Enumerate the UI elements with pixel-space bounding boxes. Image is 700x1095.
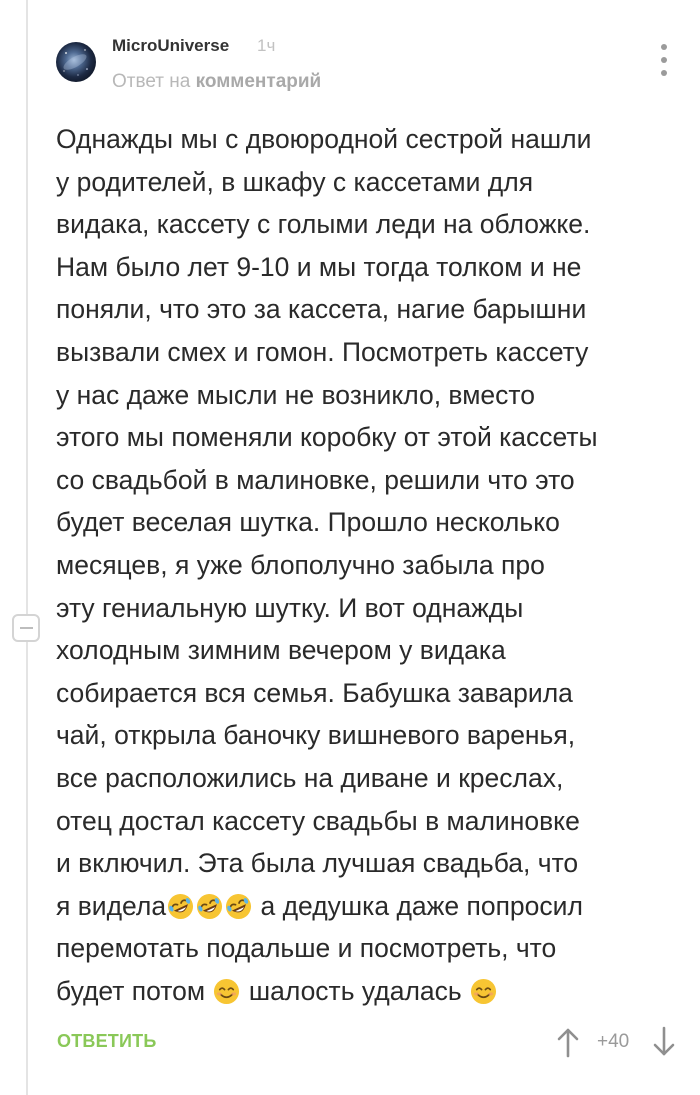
rolling-on-floor-laughing-emoji [196,893,223,920]
comment-text: шалость удалась [241,975,470,1006]
comment-author[interactable]: MicroUniverse [112,36,230,55]
comment-line: со свадьбой в малиновке, решили что это [56,464,575,495]
more-vertical-icon [661,44,667,76]
upvote-button[interactable] [555,1026,581,1058]
comment-time: 1ч [257,36,276,55]
downvote-button[interactable] [651,1026,677,1058]
comment-line [56,970,686,1013]
comment-body [56,118,686,1012]
comment-text: а дедушка даже попросил [253,890,583,921]
comment-rating: +40 [597,1031,630,1052]
smiling-face-emoji [470,978,497,1005]
comment-line: у нас даже мысли не возникло, вместо [56,379,535,410]
comment-line: и включил. Эта была лучшая свадьба, что [56,848,579,879]
reply-to-label [112,71,321,93]
comment-text: будет потом [56,975,213,1006]
comment-line: у родителей, в шкафу с кассетами для [56,166,534,197]
reply-button[interactable]: ОТВЕТИТЬ [57,1031,157,1051]
comment-line: все расположились на диване и креслах, [56,762,564,793]
comment-line: месяцев, я уже блополучно забыла про [56,549,545,580]
comment-menu-button[interactable] [652,44,676,76]
comment-line: видака, кассету с голыми леди на обложке. [56,209,591,240]
rolling-on-floor-laughing-emoji [167,893,194,920]
rolling-on-floor-laughing-emoji [225,893,252,920]
comment-line: отец достал кассету свадьбы в малиновке [56,805,580,836]
reply-to-comment-link[interactable]: комментарий [195,71,322,92]
comment-line: Нам было лет 9-10 и мы тогда толком и не [56,251,582,282]
comment-line: будет веселая шутка. Прошло несколько [56,507,560,538]
comment-line: этого мы поменяли коробку от этой кассеты [56,422,598,453]
comment-line: перемотать подальше и посмотреть, что [56,933,557,964]
collapse-minus-icon [20,627,33,629]
reply-to-prefix: Ответ на [112,71,191,92]
smiling-face-emoji [213,978,240,1005]
comment-line: эту гениальную шутку. И вот однажды [56,592,524,623]
comment-line: Однажды мы с двоюродной сестрой нашли [56,124,592,154]
comment-line: холодным зимним вечером у видака [56,635,506,666]
comment-thread-line [26,0,28,1095]
arrow-up-icon [555,1026,581,1058]
collapse-thread-button[interactable] [12,614,40,642]
comment-line: собирается вся семья. Бабушка заварила [56,677,573,708]
avatar[interactable] [56,42,96,82]
avatar-image [56,42,96,82]
comment-text: я видела [56,890,167,921]
comment-line: поняли, что это за кассета, нагие барышни [56,294,587,325]
comment-line: чай, открыла баночку вишневого варенья, [56,720,576,751]
comment-line [56,885,686,928]
comment-line: вызвали смех и гомон. Посмотреть кассету [56,336,589,367]
arrow-down-icon [651,1026,677,1058]
